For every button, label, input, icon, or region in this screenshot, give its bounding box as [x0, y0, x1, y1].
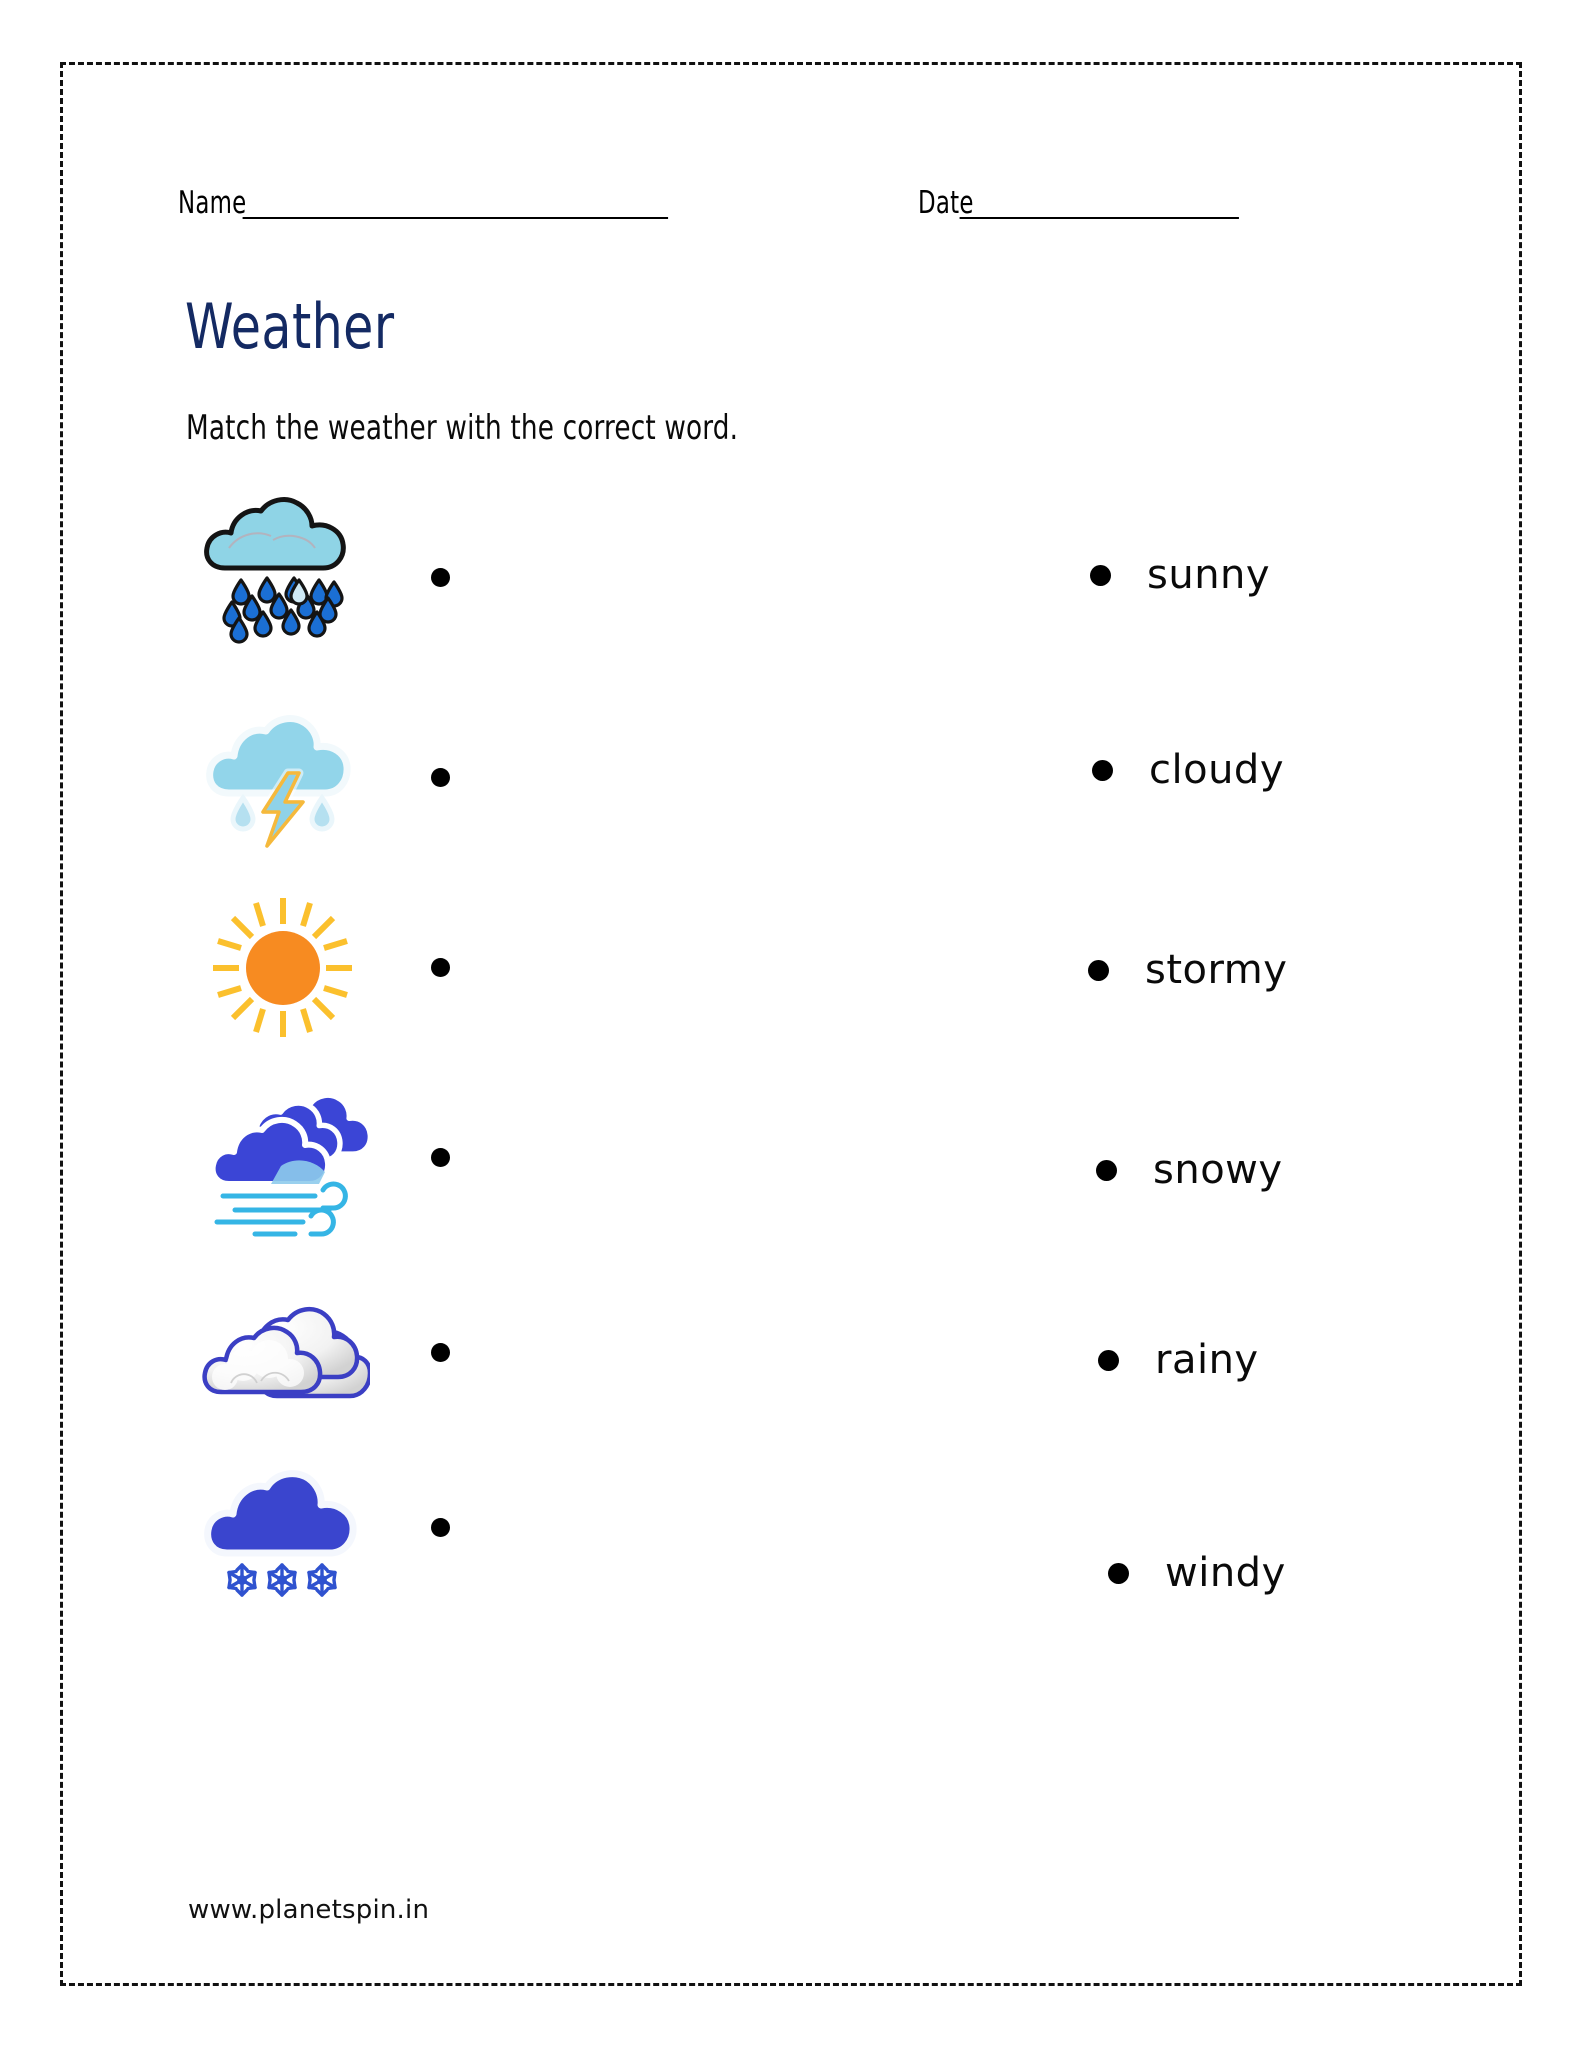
- name-label: Name: [178, 185, 247, 221]
- word-label-snowy: snowy: [1153, 1147, 1283, 1193]
- left-connector-dot-sunny[interactable]: [431, 958, 450, 977]
- page-title: Weather: [185, 290, 395, 363]
- left-item-snowy[interactable]: [195, 1440, 495, 1615]
- right-item-stormy[interactable]: [1088, 940, 1287, 1000]
- white-clouds-icon: [195, 1265, 370, 1440]
- right-item-cloudy[interactable]: [1092, 740, 1284, 800]
- date-label: Date: [918, 185, 974, 221]
- right-connector-dot-stormy[interactable]: [1088, 960, 1109, 981]
- wind-clouds-icon: [195, 1070, 370, 1245]
- right-connector-dot-snowy[interactable]: [1096, 1160, 1117, 1181]
- left-connector-dot-stormy[interactable]: [431, 768, 450, 787]
- rain-cloud-icon: [195, 490, 370, 665]
- name-blank-line[interactable]: _____________________________: [243, 185, 668, 220]
- right-item-sunny[interactable]: [1090, 545, 1270, 605]
- right-item-windy[interactable]: [1108, 1543, 1286, 1603]
- header-fields: [178, 185, 1358, 235]
- left-connector-dot-windy[interactable]: [431, 1148, 450, 1167]
- word-label-stormy: stormy: [1145, 947, 1288, 993]
- date-blank-line[interactable]: ___________________: [959, 185, 1238, 220]
- word-label-sunny: sunny: [1147, 552, 1271, 598]
- word-label-rainy: rainy: [1155, 1337, 1259, 1383]
- right-connector-dot-cloudy[interactable]: [1092, 760, 1113, 781]
- right-connector-dot-rainy[interactable]: [1098, 1350, 1119, 1371]
- snow-cloud-icon: [195, 1440, 370, 1615]
- left-connector-dot-snowy[interactable]: [431, 1518, 450, 1537]
- left-item-cloudy[interactable]: [195, 1265, 495, 1440]
- right-connector-dot-sunny[interactable]: [1090, 565, 1111, 586]
- right-connector-dot-windy[interactable]: [1108, 1563, 1129, 1584]
- word-label-windy: windy: [1165, 1550, 1286, 1596]
- word-label-cloudy: cloudy: [1149, 747, 1284, 793]
- footer-website-url[interactable]: www.planetspin.in: [188, 1895, 430, 1925]
- sun-icon: [195, 880, 370, 1055]
- left-item-windy[interactable]: [195, 1070, 495, 1245]
- thunderstorm-cloud-icon: [195, 690, 370, 865]
- right-item-rainy[interactable]: [1098, 1330, 1259, 1390]
- date-field-group[interactable]: [918, 185, 1268, 221]
- left-connector-dot-cloudy[interactable]: [431, 1343, 450, 1362]
- left-item-rainy[interactable]: [195, 490, 495, 665]
- left-item-stormy[interactable]: [195, 690, 495, 865]
- left-connector-dot-rainy[interactable]: [431, 568, 450, 587]
- instruction-text: Match the weather with the correct word.: [186, 408, 739, 448]
- right-item-snowy[interactable]: [1096, 1140, 1283, 1200]
- name-field-group[interactable]: [178, 185, 714, 221]
- left-item-sunny[interactable]: [195, 880, 495, 1055]
